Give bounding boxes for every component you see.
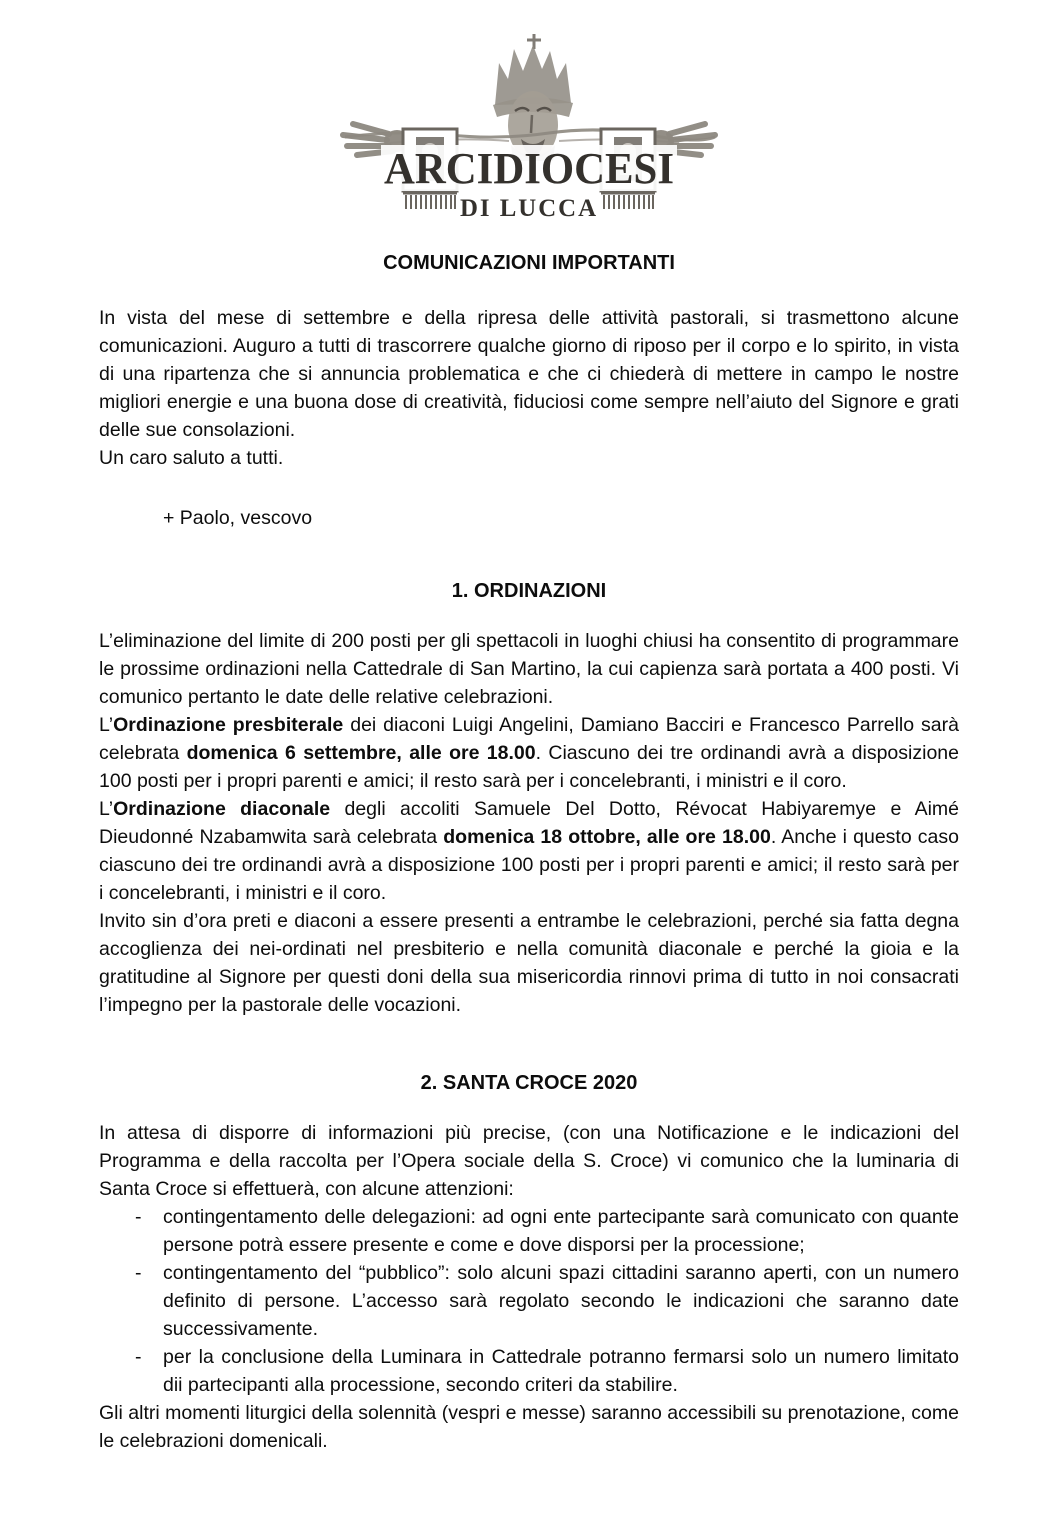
bullet-dash: - xyxy=(135,1262,142,1284)
section-body xyxy=(99,627,959,1019)
paragraph: L’Ordinazione presbiterale dei diaconi Luigi Angelini, Damiano Bacciri e Francesco Parrello sarà celebrata domenica 6 settembre, alle ore 18.00. Ciascuno dei tre ordinandi avrà a disposizione 100 posti per i propri parenti e amici; il resto sarà per i concelebranti, i ministri e il coro. xyxy=(99,714,959,792)
section-heading: 2. SANTA CROCE 2020 xyxy=(420,1072,638,1094)
bullet-item xyxy=(99,1203,959,1259)
section-heading: 1. ORDINAZIONI xyxy=(451,580,607,602)
page-title: COMUNICAZIONI IMPORTANTI xyxy=(383,252,675,274)
section-body xyxy=(99,1119,959,1455)
bullet-text: contingentamento delle delegazioni: ad ogni ente partecipante sarà comunicato con quante persone potrà essere presente e come e dove disporsi per la processione; xyxy=(163,1206,959,1256)
paragraph: Invito sin d’ora preti e diaconi a essere presenti a entrambe le celebrazioni, perché sia fatta degna accoglienza dei nei-ordinati nel presbiterio e nella comunità diaconale e perché la gioia e la gratitudine al Signore per questi doni della sua misericordia rinnovi prima di tutto in noi consacrati l’impegno per la pastorale delle vocazioni. xyxy=(99,910,959,1016)
intro-paragraph: In vista del mese di settembre e della ripresa delle attività pastorali, si trasmettono alcune comunicazioni. Auguro a tutti di trascorrere qualche giorno di riposo per il corpo e lo spirito, in vista di una ripartenza che si annuncia problematica e che ci chiederà di mettere in campo le nostre migliori energie e una buona dose di creatività, fiduciosi come sempre nell’aiuto del Signore e grati delle sue consolazioni. xyxy=(99,307,959,441)
section-santa-croce xyxy=(99,1069,959,1455)
paragraph: L’eliminazione del limite di 200 posti per gli spettacoli in luoghi chiusi ha consentito di programmare le prossime ordinazioni nella Cattedrale di San Martino, la cui capienza sarà portata a 400 posti. Vi comunico pertanto le date delle relative celebrazioni. xyxy=(99,630,959,708)
closing-paragraph: Gli altri momenti liturgici della solennità (vespri e messe) saranno accessibili su prenotazione, come le celebrazioni domenicali. xyxy=(99,1402,959,1452)
bullet-dash: - xyxy=(135,1206,142,1228)
salutation-line: Un caro saluto a tutti. xyxy=(99,447,284,469)
diocese-logo xyxy=(329,33,729,225)
bishop-signature: + Paolo, vescovo xyxy=(163,507,313,529)
bullet-text: contingentamento del “pubblico”: solo alcuni spazi cittadini saranno aperti, con un numero definito di persone. L’accesso sarà regolato secondo le indicazioni che saranno date successivamente. xyxy=(163,1262,959,1340)
section-ordinazioni xyxy=(99,577,959,1019)
bullet-text: per la conclusione della Luminara in Cattedrale potranno fermarsi solo un numero limitato dii partecipanti alla processione, secondo criteri da stabilire. xyxy=(163,1346,959,1396)
intro-block xyxy=(99,304,959,472)
bullet-item xyxy=(99,1343,959,1399)
paragraph: L’Ordinazione diaconale degli accoliti Samuele Del Dotto, Révocat Habiyaremye e Aimé Dieudonné Nzabamwita sarà celebrata domenica 18 ottobre, alle ore 18.00. Anche i questo caso ciascuno dei tre ordinandi avrà a disposizione 100 posti per i propri parenti e amici; il resto sarà per i concelebranti, i ministri e il coro. xyxy=(99,798,960,904)
logo-title: ARCIDIOCESI xyxy=(384,144,674,193)
bullet-item xyxy=(99,1259,959,1343)
paragraph: In attesa di disporre di informazioni più precise, (con una Notificazione e le indicazioni del Programma e della raccolta per l’Opera sociale della S. Croce) vi comunico che la luminaria di Santa Croce si effettuerà, con alcune attenzioni: xyxy=(99,1122,959,1200)
document-page xyxy=(0,33,1058,1530)
bullet-dash: - xyxy=(135,1346,142,1368)
volto-santo-figure-icon xyxy=(329,33,729,225)
logo-subtitle: DI LUCCA xyxy=(460,195,598,222)
bullet-list xyxy=(99,1203,959,1399)
